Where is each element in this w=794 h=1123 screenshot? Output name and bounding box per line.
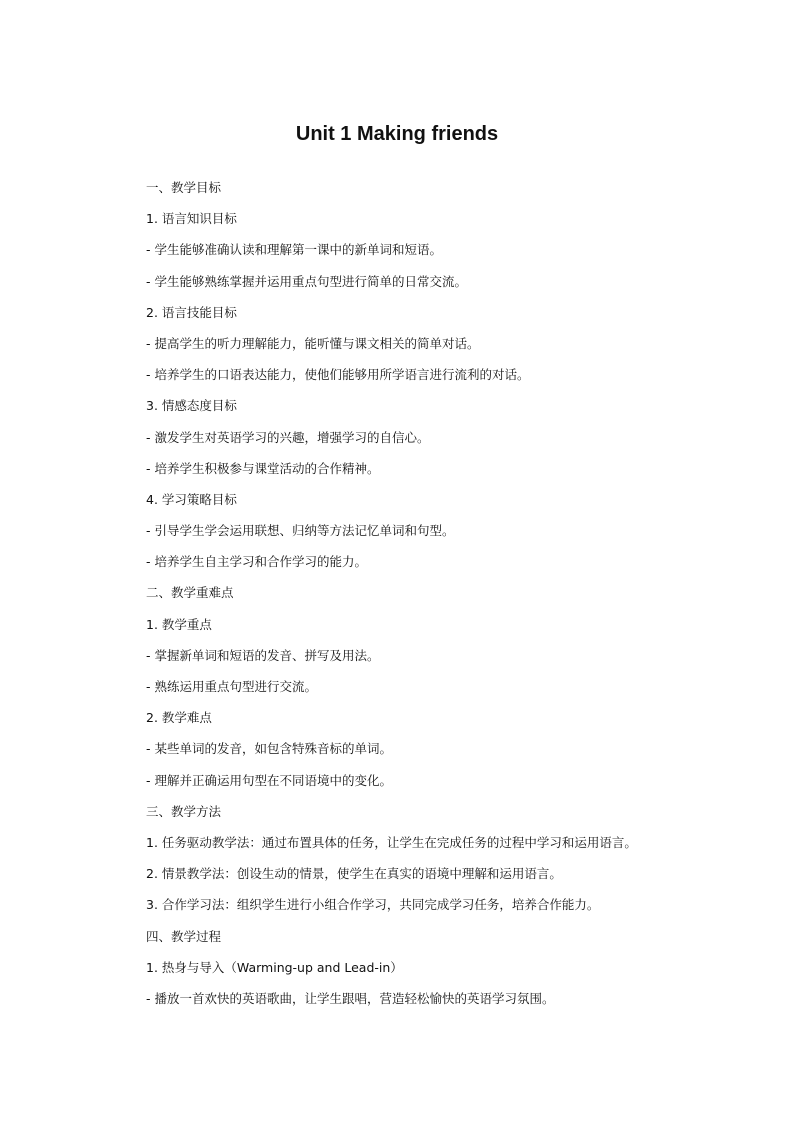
- list-item: - 培养学生积极参与课堂活动的合作精神。: [146, 460, 380, 476]
- subheading-warming-up: 1. 热身与导入（Warming-up and Lead-in）: [146, 959, 403, 975]
- list-item: - 培养学生自主学习和合作学习的能力。: [146, 554, 367, 570]
- list-item: - 某些单词的发音，如包含特殊音标的单词。: [146, 741, 392, 757]
- section-heading-methods: 三、教学方法: [146, 803, 222, 819]
- document-body: [146, 178, 706, 1020]
- page-title: Unit 1 Making friends: [295, 123, 499, 145]
- subheading-attitude-goals: 3. 情感态度目标: [146, 398, 237, 414]
- subheading-strategy-goals: 4. 学习策略目标: [146, 491, 237, 507]
- method-item-situational: 2. 情景教学法：创设生动的情景，使学生在真实的语境中理解和运用语言。: [146, 866, 562, 882]
- section-heading-objectives: 一、教学目标: [146, 180, 222, 195]
- section-heading-key-difficult-points: 二、教学重难点: [146, 585, 234, 601]
- list-item: - 熟练运用重点句型进行交流。: [146, 679, 317, 694]
- list-item: - 学生能够熟练掌握并运用重点句型进行简单的日常交流。: [146, 273, 467, 289]
- subheading-knowledge-goals: 1. 语言知识目标: [146, 211, 237, 227]
- list-item: - 理解并正确运用句型在不同语境中的变化。: [146, 772, 392, 788]
- subheading-skill-goals: 2. 语言技能目标: [146, 304, 237, 320]
- list-item: - 学生能够准确认读和理解第一课中的新单词和短语。: [146, 242, 442, 258]
- method-item-task-driven: 1. 任务驱动教学法：通过布置具体的任务，让学生在完成任务的过程中学习和运用语言。: [146, 834, 637, 850]
- list-item: - 激发学生对英语学习的兴趣，增强学习的自信心。: [146, 429, 430, 445]
- list-item: - 播放一首欢快的英语歌曲，让学生跟唱，营造轻松愉快的英语学习氛围。: [146, 990, 555, 1006]
- list-item: - 引导学生学会运用联想、归纳等方法记忆单词和句型。: [146, 523, 455, 539]
- list-item: - 掌握新单词和短语的发音、拼写及用法。: [146, 647, 380, 663]
- list-item: - 培养学生的口语表达能力，使他们能够用所学语言进行流利的对话。: [146, 367, 530, 383]
- section-heading-process: 四、教学过程: [146, 928, 222, 944]
- list-item: - 提高学生的听力理解能力，能听懂与课文相关的简单对话。: [146, 335, 480, 351]
- subheading-key-points: 1. 教学重点: [146, 616, 212, 632]
- method-item-cooperative: 3. 合作学习法：组织学生进行小组合作学习，共同完成学习任务，培养合作能力。: [146, 897, 600, 913]
- subheading-difficult-points: 2. 教学难点: [146, 710, 212, 726]
